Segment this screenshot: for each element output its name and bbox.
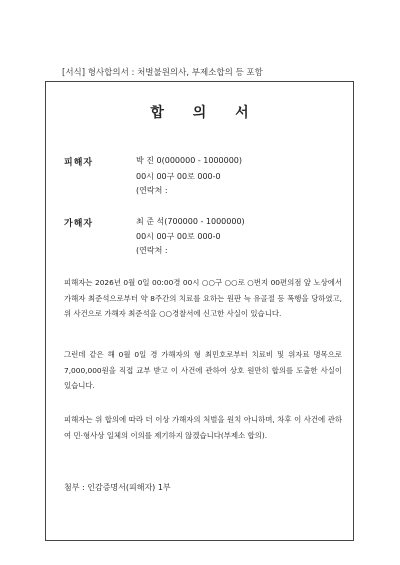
statement-paragraph-no-prosecution: 피해자는 위 합의에 따라 더 이상 가해자의 처벌을 원치 아니하며, 차후 이 사건에 관하여 민·형사상 일체의 이의를 제기하지 않겠습니다(부제소 합의). (64, 415, 342, 440)
attachment-line: 첨부 : 인감증명서(피해자) 1부 (64, 483, 171, 492)
offender-label: 가해자 (64, 219, 94, 229)
offender-name-id: 최 준 석(700000 - 1000000) (136, 217, 245, 226)
victim-label: 피해자 (64, 158, 94, 168)
document-title: 합 의 서 (150, 105, 261, 121)
statement-paragraph-settlement: 그런데 같은 해 0월 0일 경 가해자의 형 최민호로부터 치료비 및 위자료 명목으로 7,000,000원을 직접 교부 받고 이 사건에 관하여 상호 원만히 합의를 도출한 사실이 있습니다. (64, 350, 342, 390)
offender-contact: (연락처 : (136, 246, 168, 255)
victim-contact: (연락처 : (136, 186, 168, 195)
form-header: [서식] 형사합의서 : 처벌불원의사, 부제소합의 등 포함 (62, 68, 263, 78)
document-frame (45, 81, 354, 541)
offender-address: 00시 00구 00로 000-0 (136, 232, 221, 241)
victim-address: 00시 00구 00로 000-0 (136, 172, 221, 181)
statement-paragraph-incident: 피해자는 2026년 0월 0일 00:00경 00시 ○○구 ○○로 ○번지 00편의점 앞 노상에서 가해자 최준석으로부터 약 8주간의 치료를 요하는 원판 늑 유골절 등 폭행을 당하였고, 위 사건으로 가해자 최준석을 ○○경찰서에 신고한 사실이 있습니다. (64, 278, 342, 318)
victim-name-id: 박 진 0(000000 - 1000000) (136, 156, 243, 165)
